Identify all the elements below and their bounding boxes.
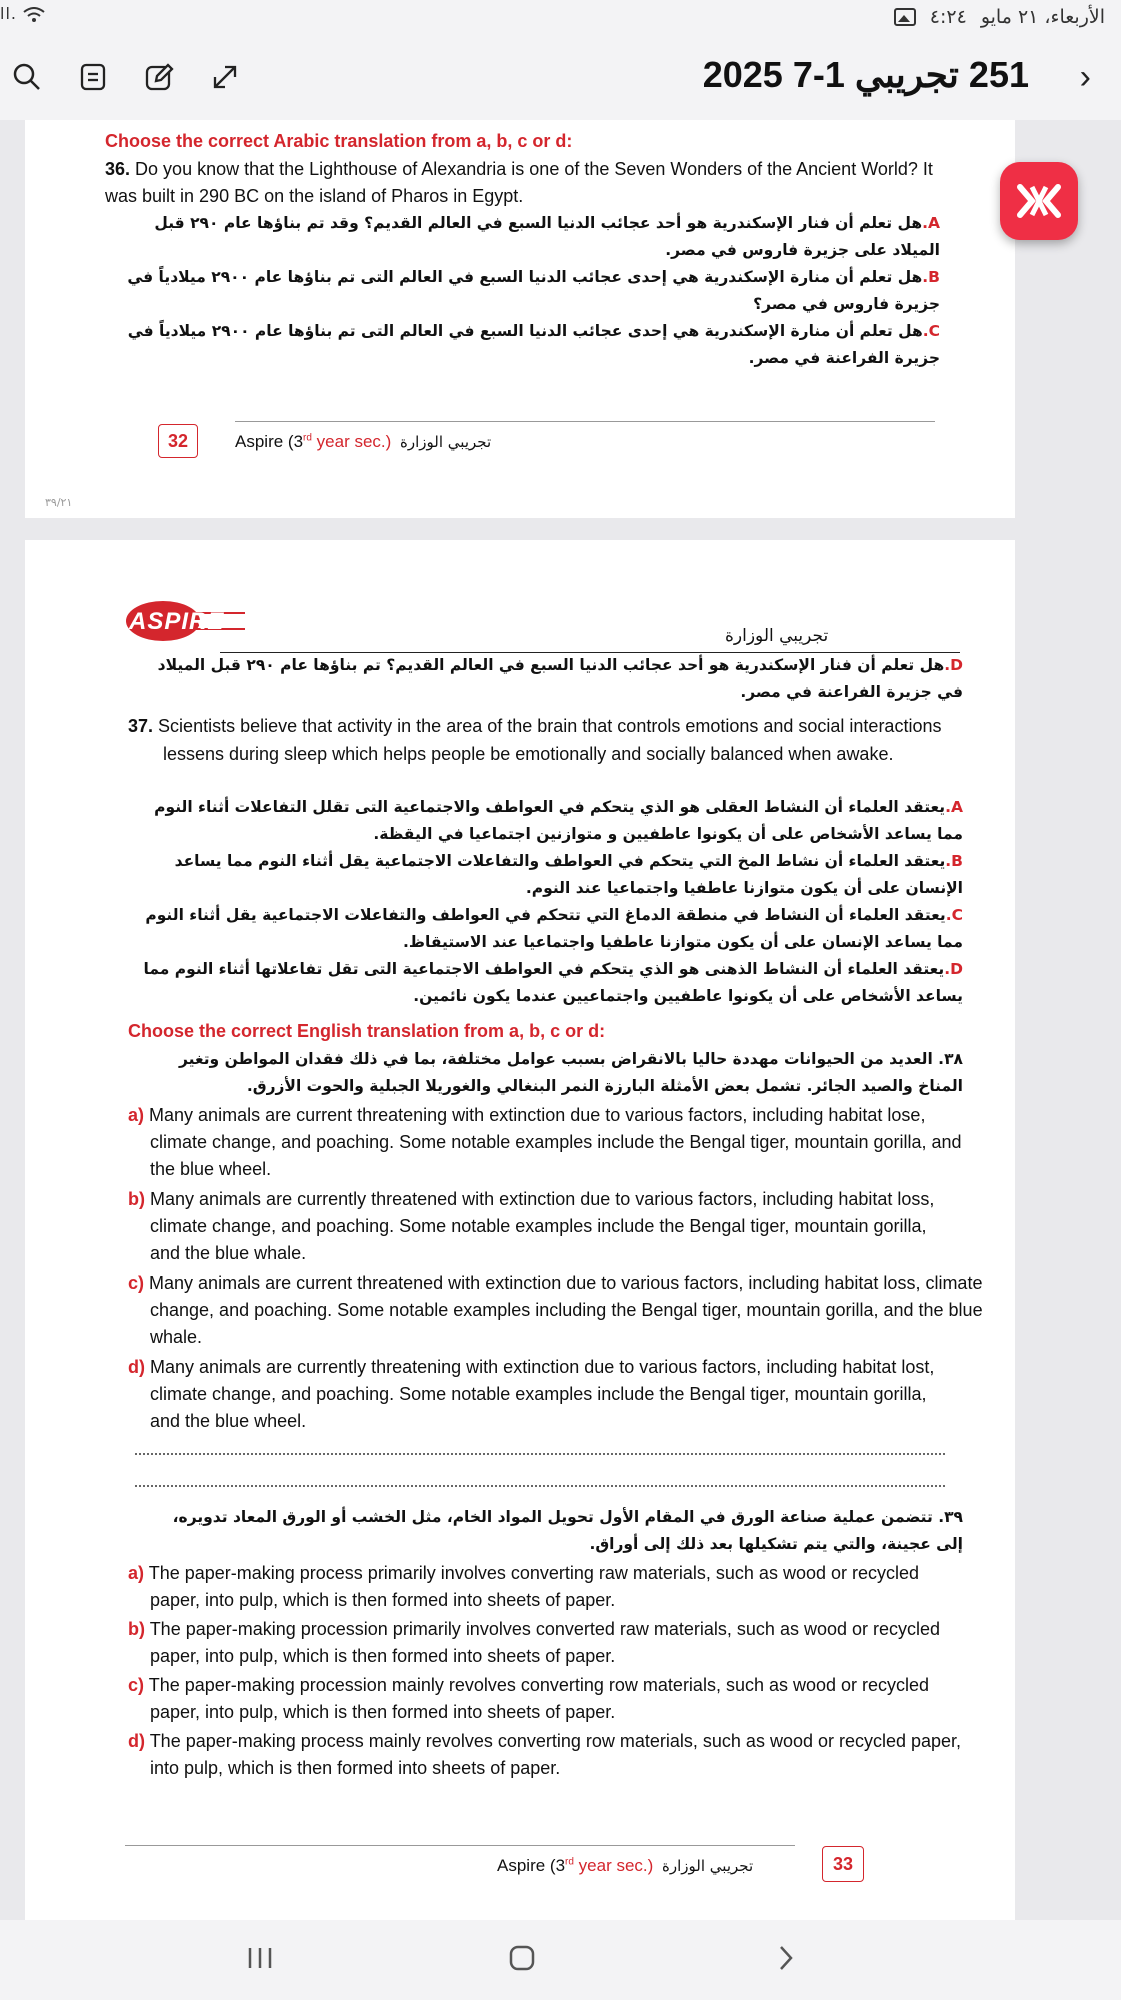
question-number: 36. <box>105 159 131 179</box>
answer-line <box>135 1452 945 1455</box>
document-list-icon[interactable] <box>74 58 112 96</box>
option-text: The paper-making process mainly revolves converting row materials, such as wood or recycled paper, into pulp, which is then formed into sheets of paper. <box>149 1731 962 1778</box>
option-letter: c) <box>128 1675 145 1695</box>
home-icon[interactable] <box>508 1944 536 1977</box>
option-text: Many animals are currently threatening with extinction due to various factors, including habitat lost, climate change, and poaching. Some notable examples include the Bengal tiger, mountain gorilla, and the blue wheel. <box>150 1357 935 1431</box>
document-title: 251 تجريبي 1-7 2025 <box>702 54 1029 95</box>
option-36-a <box>110 210 940 264</box>
chevron-right-icon[interactable]: › <box>1079 58 1091 96</box>
option-letter: b) <box>128 1619 145 1639</box>
option-text: هل تعلم أن منارة الإسكندرية هي إحدى عجائب الدنيا السبع في العالم التى تم بناؤها عام ٢٩٠٠ ميلادياً في جزيرة الفراعنة في مصر. <box>127 322 940 367</box>
header-arabic: تجريبي الوزارة <box>725 626 829 646</box>
answer-line <box>135 1484 945 1487</box>
back-icon[interactable] <box>776 1944 796 1977</box>
option-36-c <box>110 318 940 372</box>
option-38-c <box>128 1270 985 1351</box>
option-text: The paper-making process primarily involves converting raw materials, such as wood or recycled paper, into pulp, which is then formed into sheets of paper. <box>148 1563 920 1610</box>
option-text: هل تعلم أن فنار الإسكندرية هو أحد عجائب الدنيا السبع في العالم القديم؟ وقد تم بناؤها عام ٢٩٠ قبل الميلاد على جزيرة فاروس في مصر. <box>154 214 940 259</box>
footer-arabic: تجريبي الوزارة <box>400 433 492 451</box>
footer-rule <box>125 1845 795 1846</box>
footer-year: year sec.) <box>573 1856 654 1875</box>
edit-icon[interactable] <box>140 58 178 96</box>
instruction-arabic: Choose the correct Arabic translation from a, b, c or d: <box>105 131 573 151</box>
option-letter: a) <box>128 1563 145 1583</box>
question-37 <box>128 712 993 768</box>
footer-arabic: تجريبي الوزارة <box>662 1857 754 1875</box>
status-time: ٤:٢٤ <box>929 6 967 28</box>
option-39-d <box>128 1728 970 1782</box>
footer-sup: rd <box>303 432 312 444</box>
option-text: The paper-making procession mainly revolves converting row materials, such as wood or recycled paper, into pulp, which is then formed into sheets of paper. <box>148 1675 930 1722</box>
option-38-b <box>128 1186 950 1267</box>
option-text: The paper-making procession primarily involves converted raw materials, such as wood or recycled paper, into pulp, which is then formed into sheets of paper. <box>149 1619 941 1666</box>
option-letter: C. <box>945 906 963 924</box>
footer-aspire: Aspire (3 <box>497 1856 566 1875</box>
option-text: يعتقد العلماء أن النشاط الذهنى هو الذي يتحكم في العواطف الاجتماعية التى تقل تفاعلاتها أثناء النوم مما يساعد الأشخاص على أن يكونوا عاطفيين واجتماعيين عندما يكون نائمين. <box>143 960 963 1005</box>
option-37-a <box>143 794 963 848</box>
page-number-box: 33 <box>822 1846 864 1882</box>
app-fab-button[interactable] <box>1000 162 1078 240</box>
footer-aspire: Aspire (3 <box>235 432 304 451</box>
page-33 <box>25 540 1015 1928</box>
option-text: يعتقد العلماء أن النشاط في منطقة الدماغ التي تتحكم في العواطف والتفاعلات الاجتماعية يقل أثناء النوم مما يساعد الإنسان على أن يكون متوازنا عاطفيا واجتماعيا عند الاستيقاظ. <box>145 906 963 951</box>
option-letter: B. <box>945 852 963 870</box>
signal-text: ll. <box>0 4 17 23</box>
option-letter: d) <box>128 1731 145 1751</box>
question-text: Scientists believe that activity in the area of the brain that controls emotions and social interactions lessens during sleep which helps people be emotionally and socially balanced when awake. <box>158 716 942 764</box>
viewer-toolbar <box>0 36 1121 120</box>
option-38-a <box>128 1102 985 1183</box>
system-nav-bar <box>0 1920 1121 2000</box>
footer-text <box>497 1856 753 1876</box>
instruction-english: Choose the correct English translation from a, b, c or d: <box>128 1021 606 1041</box>
option-text: هل تعلم أن منارة الإسكندرية هي إحدى عجائب الدنيا السبع في العالم التى تم بناؤها عام ٢٩٠٠ ميلادياً في جزيرة فاروس في مصر؟ <box>127 268 940 313</box>
option-letter: C. <box>922 322 940 340</box>
page-number-box: 32 <box>158 424 198 458</box>
option-text: هل تعلم أن فنار الإسكندرية هو أحد عجائب الدنيا السبع في العالم القديم؟ تم بناؤها عام ٢٩٠ قبل الميلاد في جزيرة الفراعنة في مصر. <box>157 656 963 701</box>
signal-wifi-icon <box>0 4 45 23</box>
option-text: Many animals are current threatened with extinction due to various factors, including habitat loss, climate change, and poaching. Some notable examples including the Bengal tiger, mountain gorilla, and the blue whale. <box>149 1273 983 1347</box>
option-37-b <box>143 848 963 902</box>
option-letter: a) <box>128 1105 145 1125</box>
option-36-b <box>110 264 940 318</box>
footer-text <box>235 432 491 452</box>
status-bar <box>0 0 1121 36</box>
option-37-d <box>143 956 963 1010</box>
option-38-d <box>128 1354 950 1435</box>
footer-year: year sec.) <box>311 432 392 451</box>
option-39-c <box>128 1672 970 1726</box>
option-text: يعتقد العلماء أن النشاط العقلى هو الذي يتحكم في العواطف والاجتماعية التى تقلل التفاعلات أثناء النوم مما يساعد الأشخاص على أن يكونوا عاطفيين و متوازنين اجتماعيا في اليقظة. <box>154 798 963 843</box>
option-text: Many animals are current threatening with extinction due to various factors, including habitat lose, climate change, and poaching. Some notable examples include the Bengal tiger, mountain gorilla, and the blue wheel. <box>149 1105 962 1179</box>
logo-text: ASPIRE <box>129 608 225 635</box>
page-mark: ٣٩/٢١ <box>45 496 73 509</box>
search-icon[interactable] <box>8 58 46 96</box>
question-39: ٣٩. تتضمن عملية صناعة الورق في المقام الأول تحويل المواد الخام، مثل الخشب أو الورق المعاد تدويره، إلى عجينة، والتي يتم تشكيلها بعد ذلك إلى أوراق. <box>172 1508 963 1553</box>
option-letter: D. <box>944 656 963 674</box>
option-36-d <box>143 652 963 706</box>
option-letter: b) <box>128 1189 145 1209</box>
option-37-c <box>143 902 963 956</box>
option-letter: A. <box>945 798 963 816</box>
recent-apps-icon[interactable] <box>246 1946 274 1975</box>
option-letter: B. <box>922 268 940 286</box>
option-letter: c) <box>128 1273 145 1293</box>
option-text: يعتقد العلماء أن نشاط المخ التي يتحكم في العواطف والتفاعلات الاجتماعية يقل أثناء النوم مما يساعد الإنسان على أن يكون متوازنا عاطفيا واجتماعيا عند النوم. <box>174 852 963 897</box>
question-number: 37. <box>128 716 154 736</box>
status-date: الأربعاء، ٢١ مايو <box>980 6 1105 28</box>
footer-sup: rd <box>565 1856 574 1868</box>
expand-icon[interactable] <box>206 58 244 96</box>
question-36 <box>105 156 940 210</box>
question-text: Do you know that the Lighthouse of Alexandria is one of the Seven Wonders of the Ancient World? It was built in 290 BC on the island of Pharos in Egypt. <box>105 159 933 206</box>
option-letter: A. <box>922 214 940 232</box>
gallery-icon <box>894 8 916 26</box>
option-letter: d) <box>128 1357 145 1377</box>
footer-rule <box>235 421 935 422</box>
option-39-a <box>128 1560 950 1614</box>
page-32 <box>25 120 1015 518</box>
x-logo-icon <box>1016 183 1062 219</box>
option-39-b <box>128 1616 985 1670</box>
aspire-logo <box>125 600 245 642</box>
question-38: ٣٨. العديد من الحيوانات مهددة حاليا بالانقراض بسبب عوامل مختلفة، بما في ذلك فقدان المواطن وتغير المناخ والصيد الجائر. تشمل بعض الأمثلة البارزة النمر البنغالي والغوريلا الجبلية والحوت الأزرق. <box>179 1050 963 1095</box>
option-letter: D. <box>944 960 963 978</box>
option-text: Many animals are currently threatened with extinction due to various factors, including habitat loss, climate change, and poaching. Some notable examples include the Bengal tiger, mountain gorilla, and the blue whale. <box>150 1189 935 1263</box>
